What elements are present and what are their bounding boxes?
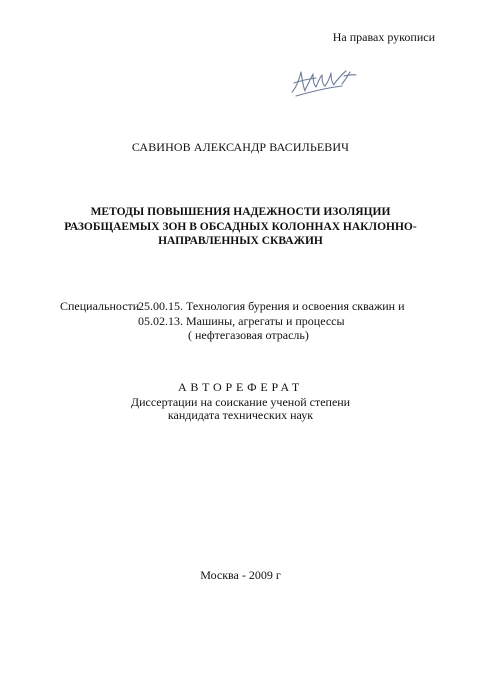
place-year: Москва - 2009 г <box>200 568 281 582</box>
title-line: РАЗОБЩАЕМЫХ ЗОН В ОБСАДНЫХ КОЛОННАХ НАКЛОННО- <box>64 220 417 233</box>
abstract-line: кандидата технических наук <box>167 408 314 422</box>
signature-icon <box>286 62 366 102</box>
specialty-line: 05.02.13. Машины, агрегаты и процессы <box>138 313 345 328</box>
rights-note: На правах рукописи <box>332 30 435 44</box>
abstract-line: Диссертации на соискание ученой степени <box>130 394 351 409</box>
author-name: САВИНОВ АЛЕКСАНДР ВАСИЛЬЕВИЧ <box>131 140 350 154</box>
title-line: МЕТОДЫ ПОВЫШЕНИЯ НАДЕЖНОСТИ ИЗОЛЯЦИИ <box>90 206 391 218</box>
specialty-label: Специальности <box>60 299 140 313</box>
title-line: НАПРАВЛЕННЫХ СКВАЖИН <box>158 235 323 247</box>
abstract-heading: АВТОРЕФЕРАТ <box>177 380 304 394</box>
specialty-line: 25.00.15. Технология бурения и освоения скважин и <box>138 299 405 313</box>
abstract-block <box>0 381 481 423</box>
dissertation-title <box>0 205 481 249</box>
specialty-line: ( нефтегазовая отрасль) <box>188 328 309 342</box>
